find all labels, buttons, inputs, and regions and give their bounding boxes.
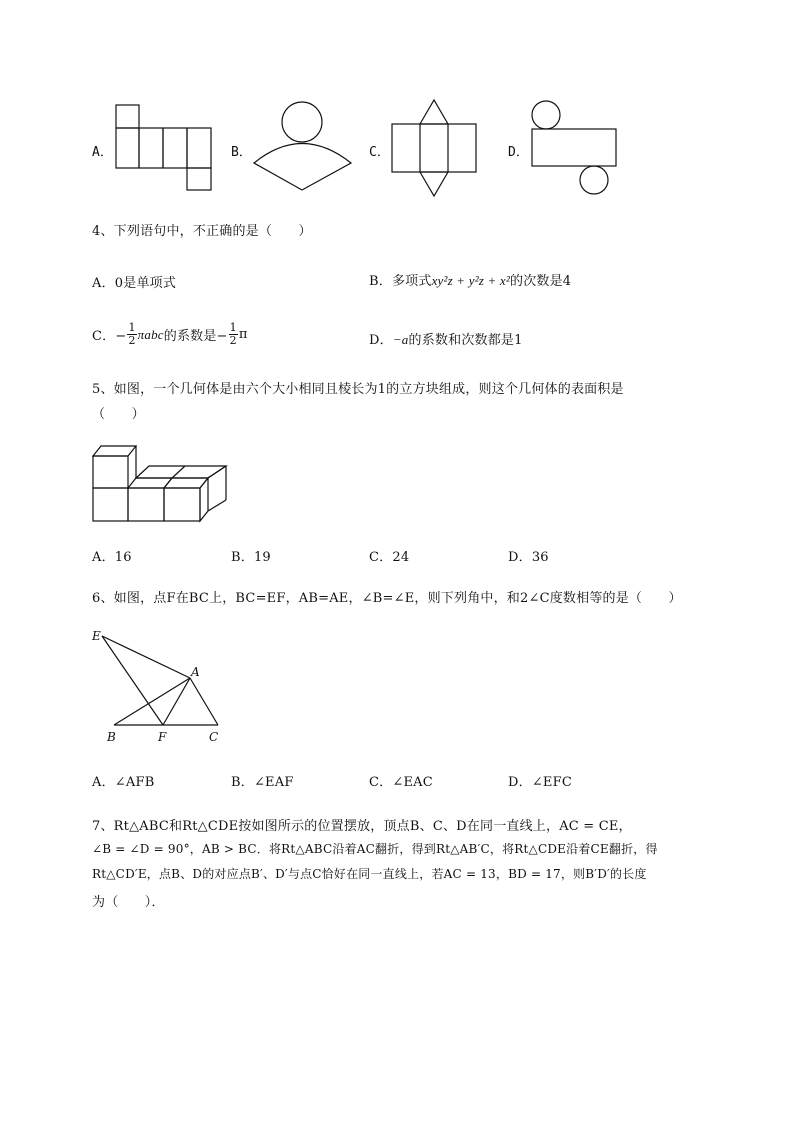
q6-option-c[interactable]: C．∠EAC — [369, 775, 433, 790]
q5-option-a[interactable]: A．16 — [92, 550, 132, 565]
q7-stem-line2: ∠B = ∠D = 90°，AB > BC．将Rt△ABC沿着AC翻折，得到Rt△AB′C，将Rt△CDE沿着CE翻折，得 — [92, 842, 658, 856]
q6-label-c: C — [209, 730, 219, 744]
q6-segment-ea — [102, 636, 190, 678]
q6-label-e: E — [92, 629, 101, 643]
q4-option-c-fraction2-numerator: 1 — [229, 321, 237, 334]
q6-option-d[interactable]: D．∠EFC — [508, 775, 572, 790]
q4-option-c-fraction-numerator: 1 — [128, 321, 136, 334]
q4-option-c-fraction-denominator: 2 — [128, 334, 136, 347]
q3-option-b-label[interactable]: B． — [231, 145, 252, 160]
q4-option-d-suffix: 的系数和次数都是1 — [408, 333, 523, 348]
q6-stem: 6、如图，点F在BC上，BC=EF，AB=AE，∠B=∠E，则下列角中，和2∠C度数相等的是（ ） — [92, 591, 682, 606]
q7-stem-line1: 7、Rt△ABC和Rt△CDE按如图所示的位置摆放，顶点B、C、D在同一直线上，AC = CE， — [92, 819, 632, 834]
q6-label-f: F — [158, 730, 167, 744]
q3-option-a-label[interactable]: A． — [92, 145, 113, 160]
q4-option-b-suffix: 的次数是4 — [510, 274, 572, 289]
q5-option-c[interactable]: C．24 — [369, 550, 410, 565]
q6-label-b: B — [107, 730, 116, 744]
q6-option-b[interactable]: B．∠EAF — [231, 775, 294, 790]
q4-option-d-prefix: D． — [369, 333, 393, 348]
q4-option-c-term: πabc — [137, 326, 164, 342]
q6-segment-ef — [102, 636, 163, 725]
q4-option-a[interactable]: A．0是单项式 — [92, 276, 177, 291]
q4-option-b-polynomial: xy²z + y²z + x² — [431, 273, 510, 288]
q4-option-c-fraction2-denominator: 2 — [229, 334, 237, 347]
q5-option-b[interactable]: B．19 — [231, 550, 271, 565]
q6-segment-fa — [163, 678, 190, 725]
q4-option-c-prefix: C．− — [92, 329, 127, 344]
q4-stem: 4、下列语句中，不正确的是（ ） — [92, 224, 312, 239]
q3-option-c-label[interactable]: C． — [369, 145, 390, 160]
q6-segment-ba — [114, 678, 190, 725]
q6-label-a: A — [191, 665, 200, 679]
q3-option-d-label[interactable]: D． — [508, 145, 529, 160]
q4-option-b-prefix: B．多项式 — [369, 274, 432, 289]
q7-stem-line3: Rt△CD′E，点B、D的对应点B′、D′与点C恰好在同一直线上，若AC = 13，BD = 17，则B′D′的长度 — [92, 867, 647, 881]
q4-option-d-variable: −a — [392, 332, 409, 347]
q6-segment-ac — [190, 678, 218, 725]
q4-option-c-pi: π — [238, 327, 248, 342]
q5-option-d[interactable]: D．36 — [508, 550, 549, 565]
q6-option-a[interactable]: A．∠AFB — [92, 775, 155, 790]
q4-option-c-suffix: 的系数是− — [163, 329, 228, 344]
q5-stem-line1: 5、如图，一个几何体是由六个大小相同且棱长为1的立方块组成，则这个几何体的表面积是 — [92, 382, 624, 397]
q5-stem-line2: （ ） — [92, 407, 145, 422]
q7-stem-line4: 为（ ）． — [92, 895, 165, 910]
